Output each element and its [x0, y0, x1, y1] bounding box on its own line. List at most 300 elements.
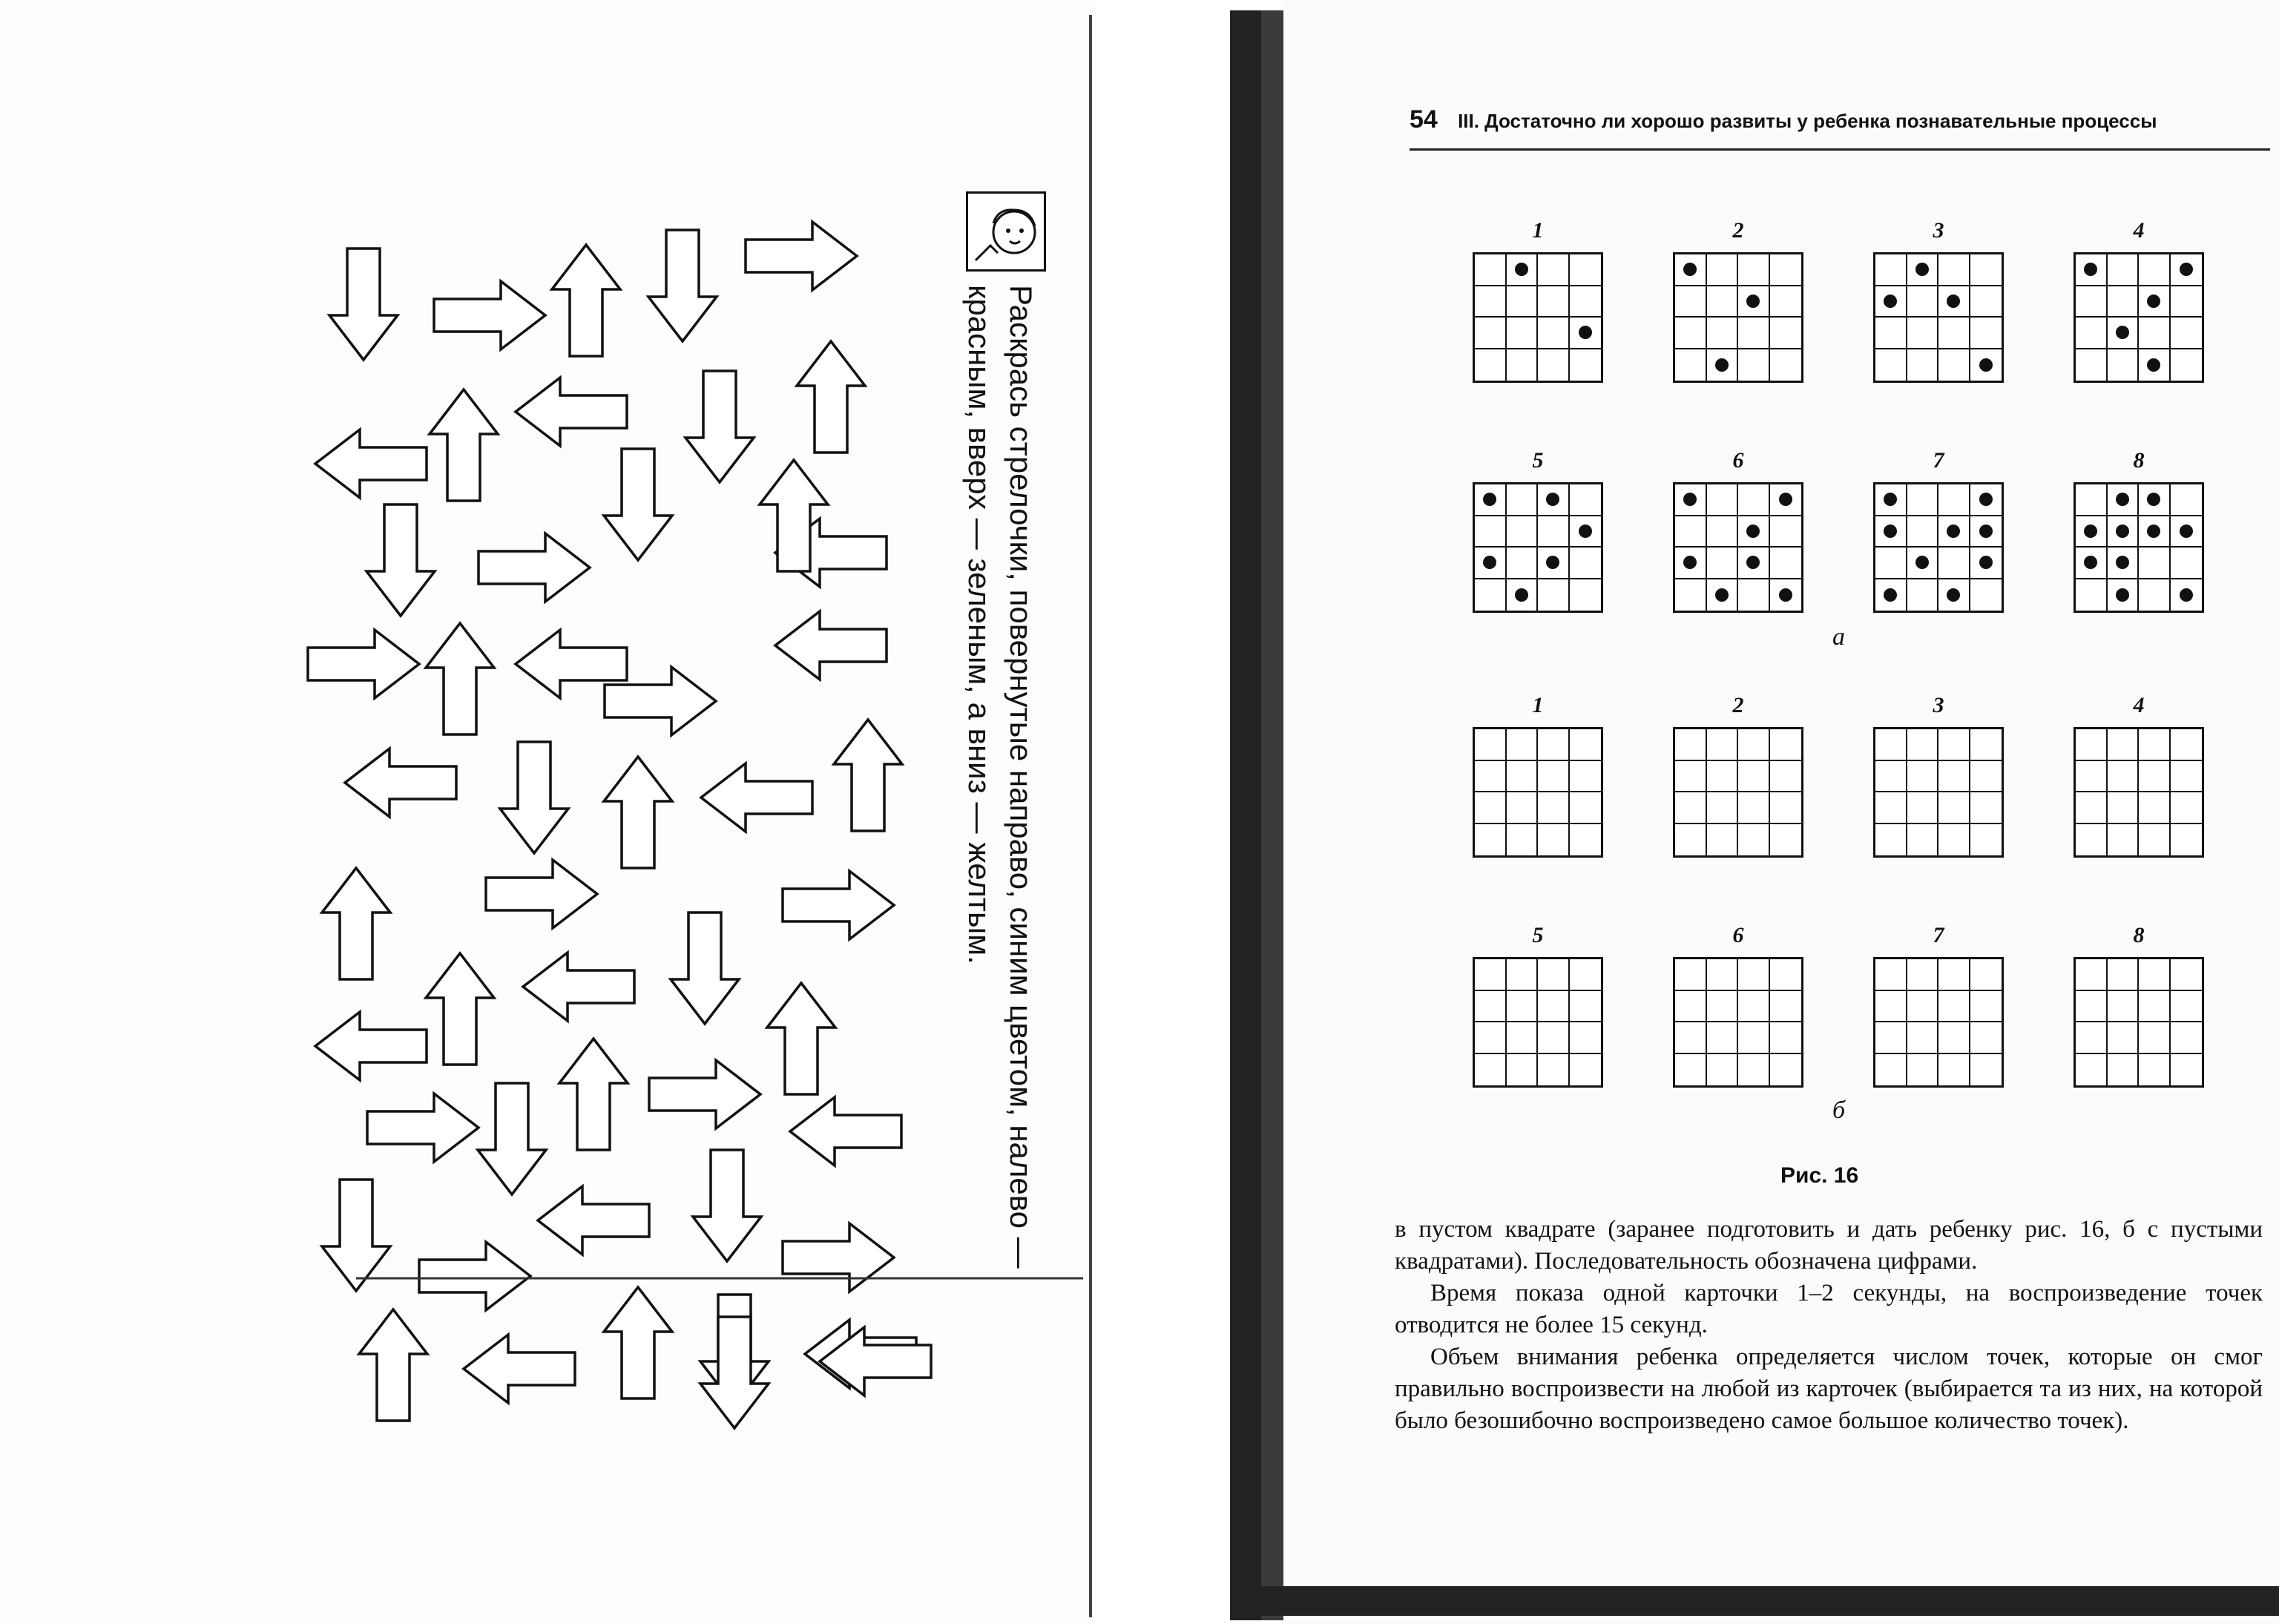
arrow-down — [322, 1180, 390, 1291]
grid-cell — [2076, 824, 2108, 856]
grid-cell — [2139, 761, 2171, 793]
arrow-left — [516, 378, 627, 446]
grid-cell — [2108, 824, 2140, 856]
grid-cell — [2076, 579, 2108, 611]
instruction-line-2: красным, вверх — зеленым, а вниз — желтым. — [962, 285, 997, 964]
dot — [2084, 556, 2097, 569]
grid-cell — [1875, 318, 1907, 349]
grid-cell — [1770, 286, 1802, 318]
arrow-up — [604, 1287, 672, 1398]
arrow-down — [478, 1083, 546, 1194]
dot — [1979, 525, 1993, 538]
grid-cell — [1770, 254, 1802, 286]
grid-cell — [1907, 959, 1939, 991]
arrow-up — [426, 623, 494, 734]
grid-cell — [1475, 349, 1507, 381]
arrow-up — [359, 1309, 427, 1421]
grid-cell — [1938, 579, 1970, 611]
grid-cell — [1507, 1054, 1539, 1086]
grid-cell — [2139, 729, 2171, 761]
dot-card — [1673, 727, 1803, 858]
grid-cell — [1738, 484, 1770, 516]
grid-cell — [1875, 959, 1907, 991]
grid-cell — [1475, 792, 1507, 824]
arrow-up — [559, 1039, 628, 1150]
grid-cell — [1707, 286, 1739, 318]
grid-cell — [2076, 1022, 2108, 1054]
grid-cell — [1538, 579, 1570, 611]
grid-cell — [1475, 824, 1507, 856]
grid-cell — [2108, 286, 2140, 318]
grid-cell — [1707, 349, 1739, 381]
grid-cell — [1970, 1022, 2002, 1054]
arrow-right — [486, 860, 597, 928]
grid-cell — [2076, 484, 2108, 516]
grid-cell — [1770, 824, 1802, 856]
grid-cell — [1570, 824, 1602, 856]
dot — [1915, 263, 1929, 276]
grid-cell — [1938, 1054, 1970, 1086]
running-head-title: III. Достаточно ли хорошо развиты у ребенка познавательные процессы — [1458, 110, 2157, 132]
grid-cell — [1875, 991, 1907, 1023]
dot — [1715, 588, 1729, 602]
arrow-right — [746, 222, 857, 290]
grid-cell — [1475, 318, 1507, 349]
grid-cell — [1570, 1054, 1602, 1086]
card-number: 5 — [1532, 448, 1544, 473]
arrow-down — [604, 449, 672, 560]
grid-cell — [1907, 286, 1939, 318]
dot — [1947, 588, 1960, 602]
grid-cell — [1875, 729, 1907, 761]
grid-cell — [2076, 761, 2108, 793]
grid-cell — [1738, 548, 1770, 579]
grid-cell — [1570, 579, 1602, 611]
arrow-right — [308, 630, 419, 698]
dot — [2147, 358, 2160, 372]
grid-cell — [1938, 548, 1970, 579]
grid-cell — [1707, 318, 1739, 349]
card-number: 7 — [1933, 448, 1944, 473]
grid-cell — [1770, 1054, 1802, 1086]
arrow-down — [671, 913, 739, 1024]
dot-card — [2074, 727, 2204, 858]
grid-cell — [1475, 991, 1507, 1023]
grid-cell — [2139, 254, 2171, 286]
grid-cell — [1507, 792, 1539, 824]
grid-cell — [1675, 761, 1707, 793]
grid-cell — [1475, 484, 1507, 516]
grid-cell — [2139, 349, 2171, 381]
dot-card — [1873, 482, 2004, 613]
grid-cell — [1507, 991, 1539, 1023]
grid-cell — [1770, 318, 1802, 349]
dot — [1779, 493, 1792, 506]
dot — [2180, 525, 2193, 538]
grid-cell — [1738, 729, 1770, 761]
dot — [2084, 263, 2097, 276]
grid-cell — [1907, 254, 1939, 286]
grid-cell — [2139, 484, 2171, 516]
grid-cell — [1475, 254, 1507, 286]
grid-cell — [1475, 516, 1507, 548]
dot — [1884, 493, 1897, 506]
card-number: 2 — [1732, 693, 1744, 717]
grid-cell — [1875, 548, 1907, 579]
grid-cell — [2076, 792, 2108, 824]
grid-cell — [1675, 254, 1707, 286]
grid-cell — [1970, 579, 2002, 611]
grid-cell — [1570, 484, 1602, 516]
grid-cell — [2171, 579, 2203, 611]
grid-cell — [1875, 761, 1907, 793]
grid-cell — [1707, 1054, 1739, 1086]
grid-cell — [1538, 1022, 1570, 1054]
dot — [1947, 525, 1960, 538]
grid-cell — [2171, 484, 2203, 516]
grid-cell — [1570, 729, 1602, 761]
grid-cell — [1538, 349, 1570, 381]
dot-card — [2074, 482, 2204, 613]
dot — [1746, 556, 1760, 569]
grid-cell — [1475, 286, 1507, 318]
grid-cell — [2171, 1022, 2203, 1054]
paragraph-1: в пустом квадрате (заранее подготовить и дать ребенку рис. 16, б с пустыми квадратами). Последовательность обозначена цифрами. — [1395, 1216, 2263, 1275]
grid-cell — [2076, 1054, 2108, 1086]
grid-cell — [2139, 548, 2171, 579]
grid-cell — [1570, 286, 1602, 318]
grid-cell — [1907, 349, 1939, 381]
grid-cell — [1907, 729, 1939, 761]
arrow-right — [783, 1223, 894, 1292]
grid-cell — [1675, 516, 1707, 548]
dot — [1779, 588, 1792, 602]
grid-cell — [2139, 286, 2171, 318]
grid-cell — [1507, 349, 1539, 381]
grid-cell — [1507, 254, 1539, 286]
grid-cell — [1938, 254, 1970, 286]
grid-cell — [2139, 1054, 2171, 1086]
grid-cell — [1707, 516, 1739, 548]
arrow-down — [500, 742, 568, 853]
arrow-down — [329, 249, 398, 360]
grid-cell — [2076, 991, 2108, 1023]
card-number: 8 — [2133, 448, 2145, 473]
card-number: 4 — [2133, 693, 2145, 717]
grid-cell — [1738, 959, 1770, 991]
grid-cell — [2108, 991, 2140, 1023]
grid-cell — [1738, 991, 1770, 1023]
grid-cell — [2108, 1054, 2140, 1086]
grid-cell — [1938, 729, 1970, 761]
grid-cell — [1675, 579, 1707, 611]
dot — [1979, 556, 1993, 569]
dot — [2147, 295, 2160, 308]
arrow-right — [783, 871, 894, 939]
grid-cell — [1770, 548, 1802, 579]
grid-cell — [1770, 579, 1802, 611]
grid-cell — [1970, 484, 2002, 516]
grid-cell — [2139, 318, 2171, 349]
grid-cell — [1938, 349, 1970, 381]
grid-cell — [1538, 959, 1570, 991]
grid-cell — [2171, 729, 2203, 761]
grid-cell — [2076, 959, 2108, 991]
grid-cell — [1938, 761, 1970, 793]
grid-cell — [1738, 286, 1770, 318]
grid-cell — [1770, 761, 1802, 793]
grid-cell — [1675, 792, 1707, 824]
grid-cell — [1970, 516, 2002, 548]
dot — [1515, 263, 1528, 276]
grid-cell — [1738, 824, 1770, 856]
arrow-down — [693, 1150, 761, 1261]
grid-cell — [1907, 991, 1939, 1023]
grid-cell — [2171, 548, 2203, 579]
grid-cell — [1507, 824, 1539, 856]
arrow-left — [315, 1012, 427, 1080]
grid-cell — [1675, 349, 1707, 381]
dot-card — [1873, 727, 2004, 858]
paragraph-3: Объем внимания ребенка определяется числом точек, которые он смог правильно воспроизвести на любой из карточек (выбирается та из них, на которой было безошибочно воспроизведено самое большое количество точек). — [1395, 1344, 2263, 1434]
dot-card — [1673, 957, 1803, 1088]
card-number: 6 — [1732, 923, 1744, 947]
grid-cell — [2108, 254, 2140, 286]
arrow-left — [790, 1097, 901, 1166]
arrow-up — [604, 757, 672, 868]
arrow-up — [834, 720, 902, 831]
dot — [2147, 525, 2160, 538]
dot — [2116, 556, 2129, 569]
grid-cell — [2108, 729, 2140, 761]
grid-cell — [2139, 792, 2171, 824]
dot-card — [1873, 957, 2004, 1088]
grid-cell — [1907, 1022, 1939, 1054]
grid-cell — [1707, 959, 1739, 991]
grid-cell — [1475, 1022, 1507, 1054]
arrows-exercise — [0, 0, 1092, 1624]
grid-cell — [1707, 484, 1739, 516]
grid-cell — [1675, 484, 1707, 516]
dot-card — [2074, 252, 2204, 383]
grid-cell — [1675, 1022, 1707, 1054]
grid-cell — [1907, 516, 1939, 548]
grid-cell — [2171, 1054, 2203, 1086]
grid-cell — [1738, 349, 1770, 381]
grid-cell — [1938, 959, 1970, 991]
grid-cell — [1938, 991, 1970, 1023]
dot — [1884, 588, 1897, 602]
arrow-up — [430, 389, 498, 501]
arrow-right — [419, 1242, 530, 1310]
task-instruction — [958, 285, 1042, 1324]
grid-cell — [1875, 1022, 1907, 1054]
grid-cell — [1938, 318, 1970, 349]
card-number: 3 — [1933, 693, 1944, 717]
grid-cell — [2139, 824, 2171, 856]
arrow-left — [538, 1186, 649, 1255]
dot — [1683, 263, 1697, 276]
child-face-icon — [966, 191, 1046, 272]
grid-cell — [2171, 318, 2203, 349]
grid-cell — [2076, 548, 2108, 579]
grid-cell — [1507, 484, 1539, 516]
arrow-up — [797, 341, 865, 453]
grid-cell — [1970, 286, 2002, 318]
grid-cell — [2139, 579, 2171, 611]
body-text — [1395, 1214, 2263, 1437]
grid-cell — [2171, 286, 2203, 318]
grid-cell — [2171, 824, 2203, 856]
arrow-left — [775, 611, 887, 680]
grid-cell — [1475, 548, 1507, 579]
grid-cell — [1738, 1022, 1770, 1054]
dot — [1546, 493, 1559, 506]
grid-cell — [1707, 792, 1739, 824]
grid-cell — [1675, 991, 1707, 1023]
instruction-line-1: Раскрась стрелочки, повернутые направо, синим цветом, налево — — [1004, 285, 1039, 1269]
arrow-right — [434, 281, 545, 349]
grid-cell — [1675, 1054, 1707, 1086]
grid-cell — [2108, 516, 2140, 548]
arrow-down — [685, 371, 754, 482]
grid-cell — [1507, 548, 1539, 579]
grid-cell — [1538, 991, 1570, 1023]
grid-cell — [1907, 824, 1939, 856]
grid-cell — [2108, 792, 2140, 824]
dot — [1915, 556, 1929, 569]
grid-cell — [1570, 761, 1602, 793]
grid-cell — [1907, 484, 1939, 516]
grid-cell — [1707, 579, 1739, 611]
grid-cell — [1970, 349, 2002, 381]
dot — [1483, 493, 1496, 506]
grid-cell — [2171, 254, 2203, 286]
dot — [2180, 263, 2193, 276]
grid-cell — [1570, 516, 1602, 548]
grid-cell — [1875, 484, 1907, 516]
grid-cell — [1538, 729, 1570, 761]
grid-cell — [1970, 254, 2002, 286]
panel-b-label: б — [1832, 1097, 1846, 1124]
arrow-down — [648, 230, 717, 341]
grid-cell — [2108, 1022, 2140, 1054]
grid-cell — [1738, 792, 1770, 824]
grid-cell — [1675, 959, 1707, 991]
grid-cell — [1770, 516, 1802, 548]
grid-cell — [2171, 516, 2203, 548]
grid-cell — [1538, 484, 1570, 516]
grid-cell — [1570, 1022, 1602, 1054]
grid-cell — [2076, 318, 2108, 349]
grid-cell — [1738, 1054, 1770, 1086]
grid-cell — [1570, 254, 1602, 286]
grid-cell — [1475, 579, 1507, 611]
card-number: 5 — [1532, 923, 1544, 947]
grid-cell — [1770, 729, 1802, 761]
dot-card — [1473, 252, 1603, 383]
grid-cell — [1538, 792, 1570, 824]
arrow-left — [523, 953, 634, 1021]
grid-cell — [1907, 548, 1939, 579]
grid-cell — [1507, 516, 1539, 548]
grid-cell — [1938, 1022, 1970, 1054]
arrow-left — [315, 430, 427, 498]
grid-cell — [1938, 792, 1970, 824]
dot — [1483, 556, 1496, 569]
grid-cell — [1970, 824, 2002, 856]
grid-cell — [2076, 516, 2108, 548]
grid-cell — [2076, 254, 2108, 286]
dot-card — [1473, 482, 1603, 613]
grid-cell — [1770, 349, 1802, 381]
grid-cell — [2108, 959, 2140, 991]
grid-cell — [2108, 548, 2140, 579]
dot — [1746, 525, 1760, 538]
arrow-left — [701, 763, 812, 832]
book-spine-inner — [1261, 10, 1283, 1620]
running-head — [1410, 105, 2270, 134]
arrow-left — [464, 1335, 575, 1403]
grid-cell — [1770, 991, 1802, 1023]
dot — [1683, 556, 1697, 569]
grid-cell — [1570, 991, 1602, 1023]
grid-cell — [1875, 286, 1907, 318]
card-number: 8 — [2133, 923, 2145, 947]
dot-card — [1873, 252, 2004, 383]
grid-cell — [2076, 349, 2108, 381]
dot — [2084, 525, 2097, 538]
grid-cell — [1970, 991, 2002, 1023]
grid-cell — [1738, 579, 1770, 611]
dot-card — [1673, 252, 1803, 383]
grid-cell — [1538, 286, 1570, 318]
grid-cell — [1738, 761, 1770, 793]
grid-cell — [2139, 1022, 2171, 1054]
grid-cell — [1938, 824, 1970, 856]
grid-cell — [1707, 1022, 1739, 1054]
grid-cell — [1970, 761, 2002, 793]
dot — [1746, 295, 1760, 308]
grid-cell — [1707, 254, 1739, 286]
grid-cell — [1907, 579, 1939, 611]
arrow-right — [649, 1060, 760, 1128]
dot — [1979, 358, 1993, 372]
page-number: 54 — [1410, 105, 1438, 134]
dot — [1979, 493, 1993, 506]
grid-cell — [2171, 349, 2203, 381]
arrow-right — [479, 533, 590, 602]
dot — [1579, 326, 1592, 339]
grid-cell — [2108, 318, 2140, 349]
arrow-up — [552, 245, 620, 356]
card-number: 1 — [1532, 218, 1544, 243]
panel-a-label: а — [1832, 623, 1845, 651]
dot-card — [1473, 957, 1603, 1088]
grid-cell — [1738, 318, 1770, 349]
grid-cell — [1770, 484, 1802, 516]
card-number: 3 — [1933, 218, 1944, 243]
dot — [1947, 295, 1960, 308]
dot — [2147, 493, 2160, 506]
card-number: 2 — [1732, 218, 1744, 243]
grid-cell — [1507, 286, 1539, 318]
dot — [2116, 588, 2129, 602]
grid-cell — [2171, 991, 2203, 1023]
grid-cell — [2139, 991, 2171, 1023]
grid-cell — [2171, 792, 2203, 824]
grid-cell — [1770, 1022, 1802, 1054]
